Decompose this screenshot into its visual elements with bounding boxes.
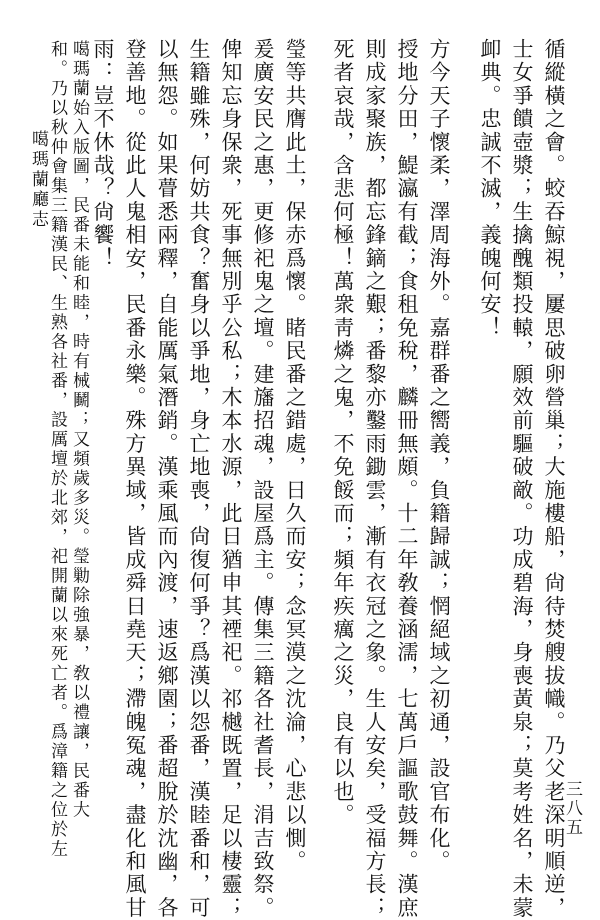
text-column: 雨：豈不休哉？尙饗！ (91, 38, 115, 270)
running-header: 噶瑪蘭廳志 (28, 130, 48, 230)
text-column: 死者哀哉，含悲何極！萬衆靑燐之鬼，不免餒而；頻年疾癘之災，良有以也。 (331, 38, 355, 827)
text-column: 以無怨。如果瞢悉兩釋，自能厲氣潛銷。漢乘風而內渡，速返鄉園；番超脫於沈幽，各 (155, 38, 179, 920)
text-column: 爰廣安民之惠，更修祀鬼之壇。建旛招魂，設屋爲主。傳集三籍各社耆長，涓吉致祭。 (251, 38, 275, 920)
note-column: 和。乃以秋仲會集三籍漢民、生熟各社番，設厲壇於北郊，祀開蘭以來死亡者。爲漳籍之位於左 (47, 40, 67, 859)
text-column: 方今天子懷柔，澤周海外。嘉群番之嚮義，負籍歸誠；惘絕域之初通，設官布化。 (427, 38, 451, 874)
text-column: 士女爭饋壺漿；生擒醜類投轅，願效前驅破敵。功成碧海，身喪黃泉；莫考姓名，未蒙 (510, 38, 534, 920)
note-column: 噶瑪蘭始入版圖，民番未能和睦，時有械鬭；又頻歲多災。瑩勦除強暴，敎以禮讓，民番大 (69, 40, 89, 820)
text-column: 則成家聚族，都忘鋒鏑之艱；番黎亦鑿雨鋤雲，漸有衣冠之象。生人安矣，受福方長； (363, 38, 387, 920)
text-column: 循縱橫之會。蛟吞鯨視，屢思破卵營巢；大施樓船，尙待焚艘拔幟。乃父老深明順逆， (542, 38, 566, 920)
text-column: 授地分田，鯷瀛有截；食租免稅，麟冊無頗。十二年敎養涵濡，七萬戶謳歌鼓舞。漢庶 (395, 38, 419, 920)
text-column: 登善地。從此人鬼相安，民番永樂。殊方異域，皆成舜日堯天；滯魄冤魂，盡化和風甘 (123, 38, 147, 920)
text-column: 卹典。忠誠不滅，義魄何安！ (478, 38, 502, 340)
text-column: 生籍雖殊，何妨共食？奮身以爭地，身亡地喪，尙復何爭？爲漢以怨番，漢睦番和，可 (187, 38, 211, 920)
page-number: 三八五 (562, 780, 582, 837)
text-column: 俾知忘身保衆，死事無別乎公私；木本水源，此日猶申其禋祀。祁樾既置，足以棲靈； (219, 38, 243, 920)
text-column: 瑩等共膺此土，保赤爲懷。睹民番之錯處，日久而安；念冥漠之沈淪，心悲以惻。 (283, 38, 307, 874)
